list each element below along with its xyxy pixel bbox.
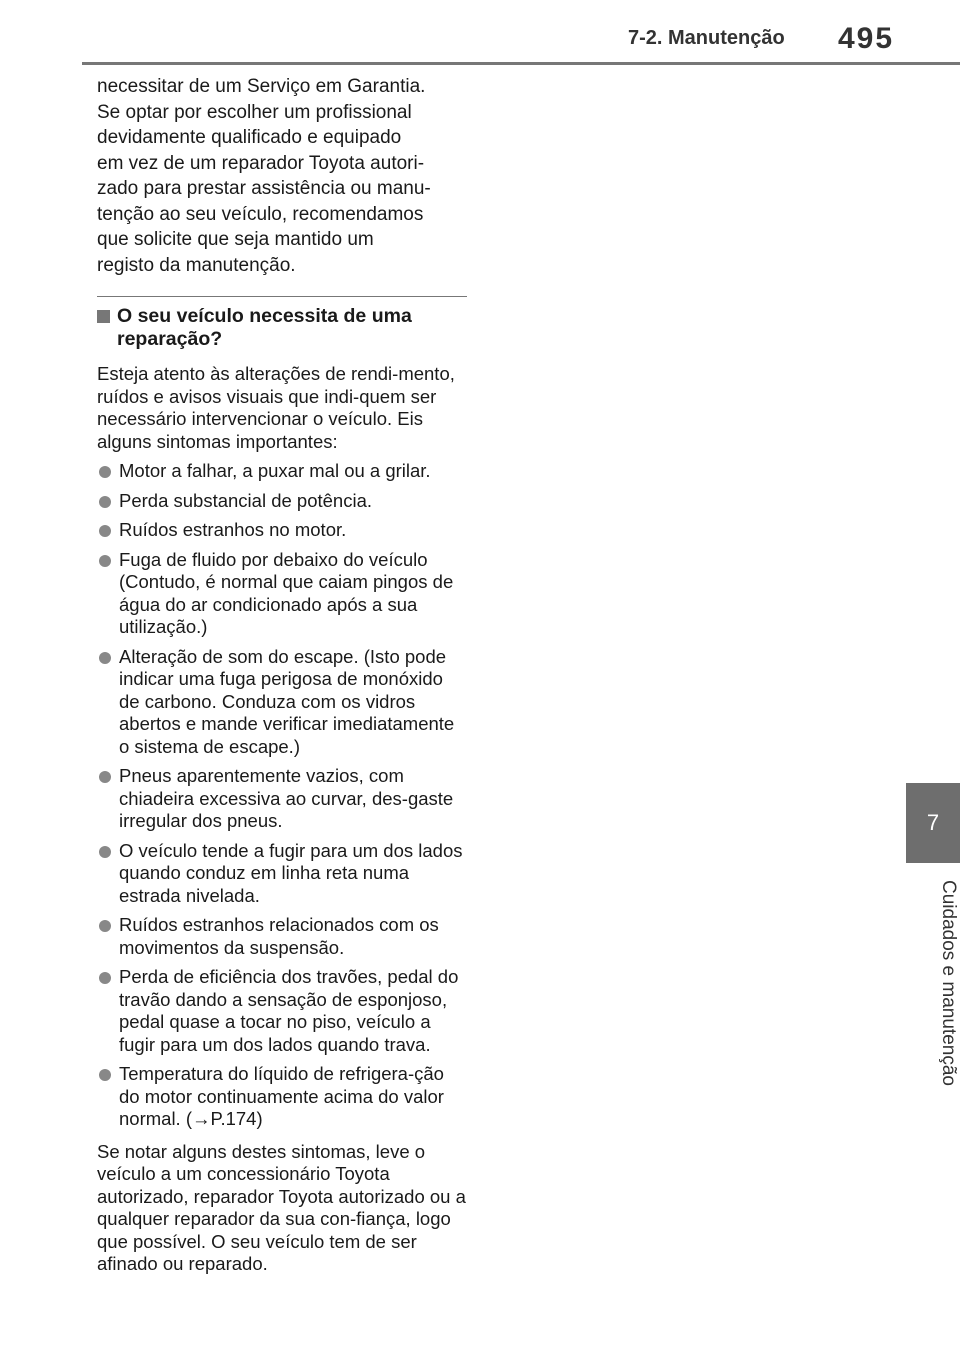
bullet-icon <box>99 555 111 567</box>
list-item <box>97 646 467 759</box>
list-item <box>97 519 467 542</box>
bullet-icon <box>99 846 111 858</box>
bullet-icon <box>99 652 111 664</box>
closing-paragraph: Se notar alguns destes sintomas, leve o veículo a um concessionário Toyota autorizado, reparador Toyota autorizado ou a qualquer reparador da sua con-fiança, logo que possível. O seu veículo tem de ser afinado ou reparado. <box>97 1140 466 1274</box>
page-number: 495 <box>838 22 895 55</box>
intro-line: em vez de um reparador Toyota autori- <box>97 152 425 174</box>
list-item-text: Fuga de fluido por debaixo do veículo (Contudo, é normal que caiam pingos de água do ar condicionado após a sua utilização.) <box>119 548 454 637</box>
list-item-text: O veículo tende a fugir para um dos lados quando conduz em linha reta numa estrada nivelada. <box>119 839 463 906</box>
list-item <box>97 1063 467 1131</box>
section-divider <box>97 296 467 297</box>
list-item-text: Temperatura do líquido de refrigera-ção do motor continuamente acima do valor normal. (→P.174) <box>119 1063 444 1129</box>
intro-line: zado para prestar assistência ou manu- <box>97 178 431 199</box>
main-content <box>97 74 467 1276</box>
intro-paragraph <box>97 74 467 278</box>
bullet-icon <box>99 972 111 984</box>
header-divider <box>82 62 960 65</box>
bullet-icon <box>99 771 111 783</box>
intro-line: devidamente qualificado e equipado <box>97 127 402 148</box>
section-heading-text: O seu veículo necessita de uma reparação? <box>117 305 412 350</box>
chapter-label: Cuidados e manutenção <box>938 880 959 1086</box>
bullet-icon <box>99 525 111 537</box>
list-item-text: Perda substancial de potência. <box>119 489 373 511</box>
list-item-text: Motor a falhar, a puxar mal ou a grilar. <box>119 460 431 481</box>
intro-line: necessitar de um Serviço em Garantia. <box>97 76 426 97</box>
list-item <box>97 914 467 959</box>
list-item <box>97 549 467 639</box>
list-item <box>97 966 467 1056</box>
list-item-text: Ruídos estranhos relacionados com os movimentos da suspensão. <box>119 914 439 958</box>
section-title: 7-2. Manutenção <box>628 27 785 49</box>
bullet-icon <box>99 920 111 932</box>
list-item-text: Ruídos estranhos no motor. <box>119 519 347 540</box>
section-heading <box>97 305 467 351</box>
bullet-icon <box>99 496 111 508</box>
intro-line: Se optar por escolher um profissional <box>97 101 412 123</box>
intro-line: que solicite que seja mantido um <box>97 229 374 250</box>
list-item <box>97 765 467 833</box>
list-item-text: Pneus aparentemente vazios, com chiadeira excessiva ao curvar, des-gaste irregular dos pneus. <box>119 765 454 831</box>
section-intro: Esteja atento às alterações de rendi-mento, ruídos e avisos visuais que indi-quem ser necessário intervencionar o veículo. Eis alguns sintomas importantes: <box>97 363 455 452</box>
list-item <box>97 460 467 483</box>
bullet-icon <box>99 466 111 478</box>
symptom-list <box>97 460 467 1131</box>
list-item-text: Perda de eficiência dos travões, pedal do travão dando a sensação de esponjoso, pedal quase a tocar no piso, veículo a fugir para um dos lados quando trava. <box>119 966 459 1055</box>
square-bullet-icon <box>97 310 110 323</box>
chapter-number: 7 <box>926 810 940 835</box>
list-item-text: Alteração de som do escape. (Isto pode indicar uma fuga perigosa de monóxido de carbono. Conduza com os vidros abertos e mande verificar imediatamente o sistema de escape.) <box>119 645 455 757</box>
intro-line: registo da manutenção. <box>97 254 296 276</box>
list-item <box>97 490 467 513</box>
list-item <box>97 840 467 908</box>
chapter-tab[interactable] <box>906 783 960 863</box>
bullet-icon <box>99 1069 111 1081</box>
intro-line: tenção ao seu veículo, recomendamos <box>97 203 424 225</box>
